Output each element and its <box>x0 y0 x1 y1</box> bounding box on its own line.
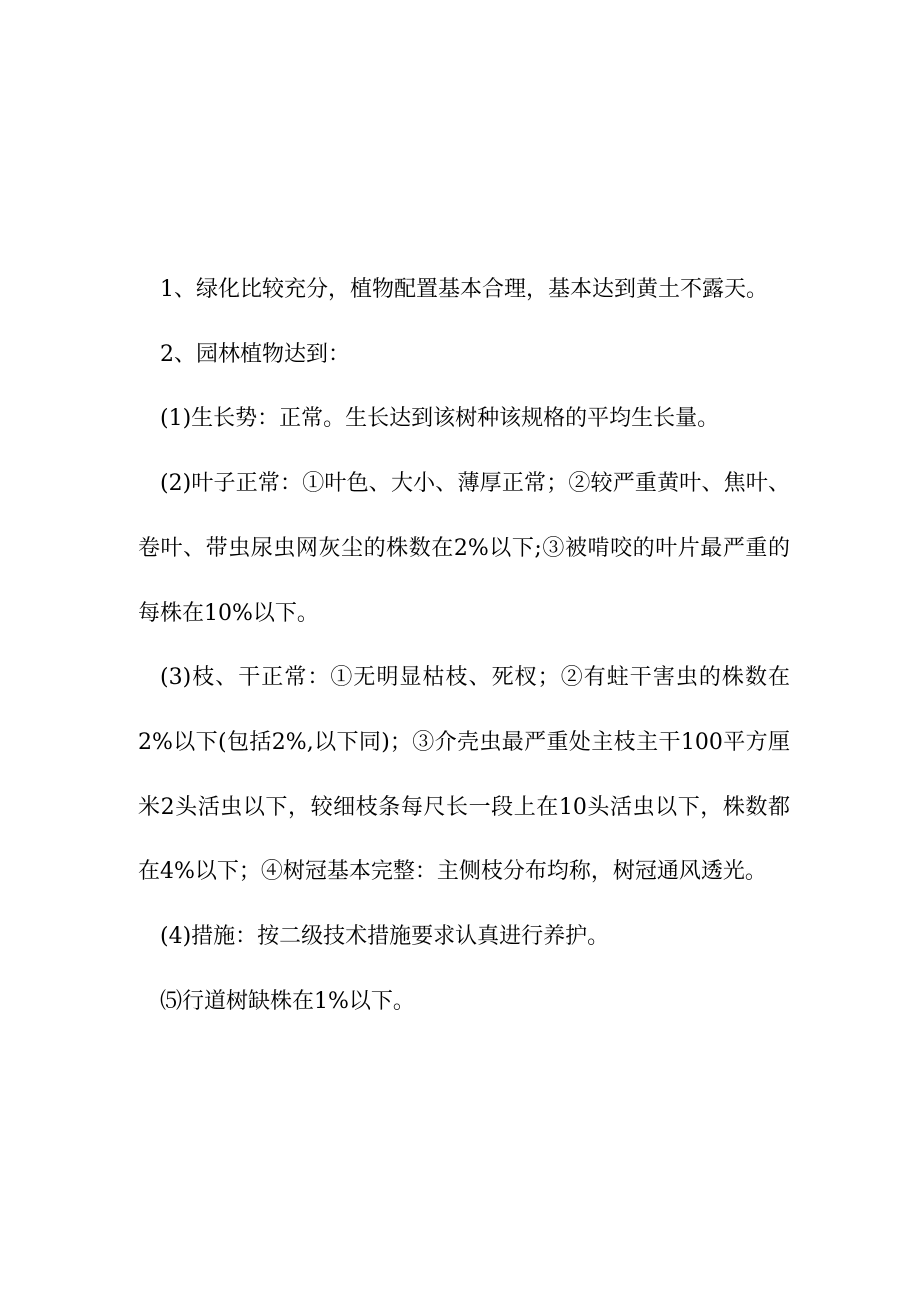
paragraph-street-trees: ⑸行道树缺株在1%以下。 <box>160 988 415 1014</box>
paragraph-1: 1、绿化比较充分，植物配置基本合理，基本达到黄土不露天。 <box>160 277 768 302</box>
paragraph-leaves: (2)叶子正常：①叶色、大小、薄厚正常；②较严重黄叶、焦叶、卷叶、带虫尿虫网灰尘的株数在2%以下;③被啃咬的叶片最严重的每株在10%以下。 <box>138 471 790 626</box>
paragraph-growth: (1)生长势：正常。生长达到该树种该规格的平均生长量。 <box>160 406 720 432</box>
paragraph-branches: (3)枝、干正常：①无明显枯枝、死杈；②有蛀干害虫的株数在2%以下(包括2%,以下同)；③介壳虫最严重处主枝主干100平方厘米2头活虫以下，较细枝条每尺长一段上在10头活虫以下，株数都在4%以下；④树冠基本完整：主侧枝分布均称，树冠通风透光。 <box>138 665 790 885</box>
paragraph-2: 2、园林植物达到： <box>160 341 350 367</box>
paragraph-measures: (4)措施：按二级技术措施要求认真进行养护。 <box>160 924 610 950</box>
document-body <box>138 258 790 1034</box>
